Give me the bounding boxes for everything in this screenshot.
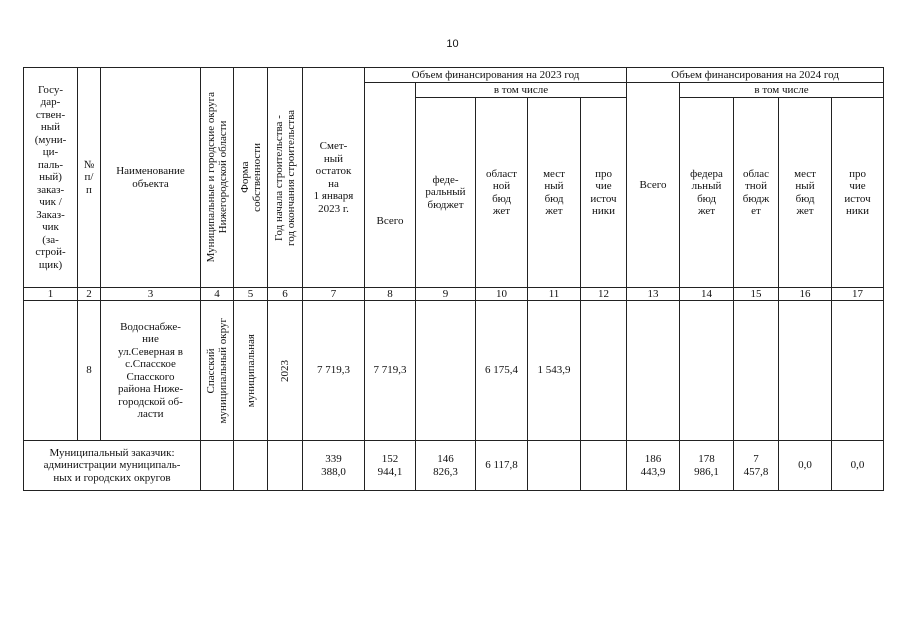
object-estimate-cell: 7 719,3 — [303, 301, 365, 441]
header-total-2024: Всего — [627, 83, 680, 288]
total-federal-2024-cell: 178 986,1 — [680, 441, 734, 491]
total-label-cell: Муниципальный заказчик: администрации муниципаль- ных и городских округов — [24, 441, 201, 491]
column-number: 7 — [303, 288, 365, 301]
header-row-1 — [24, 68, 884, 83]
header-municipality-text: Муниципальные и городские округа Нижегородской области — [205, 92, 229, 263]
column-number: 13 — [627, 288, 680, 301]
object-municipality-cell — [201, 301, 234, 441]
header-regional-2024: облас тной бюдж ет — [734, 98, 779, 288]
column-number: 12 — [581, 288, 627, 301]
total-total-2023-cell: 152 944,1 — [365, 441, 416, 491]
object-municipality-text: Спасский муниципальный округ — [205, 317, 229, 424]
header-group-2023: Объем финансирования на 2023 год — [365, 68, 627, 83]
column-number: 17 — [832, 288, 884, 301]
object-regional-2023-cell: 6 175,4 — [476, 301, 528, 441]
object-name-cell: Водоснабже- ние ул.Северная в с.Спасское Спасского района Ниже- городской об- ласти — [101, 301, 201, 441]
header-estimate: Смет- ный остаток на 1 января 2023 г. — [303, 68, 365, 288]
column-number: 16 — [779, 288, 832, 301]
header-group-2024: Объем финансирования на 2024 год — [627, 68, 884, 83]
header-total-2023-text: Всего — [376, 214, 404, 227]
total-other-2023-cell — [581, 441, 627, 491]
header-ownership-text: Форма собственности — [238, 143, 263, 212]
total-regional-2024-cell: 7 457,8 — [734, 441, 779, 491]
total-local-2024-cell: 0,0 — [779, 441, 832, 491]
object-total-2023-cell: 7 719,3 — [365, 301, 416, 441]
column-number: 10 — [476, 288, 528, 301]
object-federal-2024-cell — [680, 301, 734, 441]
object-customer-cell — [24, 301, 78, 441]
column-number: 9 — [416, 288, 476, 301]
total-other-2024-cell: 0,0 — [832, 441, 884, 491]
column-number: 15 — [734, 288, 779, 301]
object-federal-2023-cell — [416, 301, 476, 441]
header-number: № п/ п — [78, 68, 101, 288]
column-number-row — [24, 288, 884, 301]
total-empty-cell — [268, 441, 303, 491]
total-local-2023-cell — [528, 441, 581, 491]
header-municipality — [201, 68, 234, 288]
column-number: 4 — [201, 288, 234, 301]
column-number: 14 — [680, 288, 734, 301]
header-incl-2024: в том числе — [680, 83, 884, 98]
header-customer: Госу- дар- ствен- ный (муни- ци- паль- ный) заказ- чик / Заказ- чик (за- строй- щик) — [24, 68, 78, 288]
header-federal-2024: федера льный бюд жет — [680, 98, 734, 288]
object-ownership-cell — [234, 301, 268, 441]
header-federal-2023: феде- ральный бюджет — [416, 98, 476, 288]
header-local-2023: мест ный бюд жет — [528, 98, 581, 288]
total-total-2024-cell: 186 443,9 — [627, 441, 680, 491]
header-ownership — [234, 68, 268, 288]
object-ownership-text: муниципальная — [244, 333, 257, 408]
header-object-name: Наименование объекта — [101, 68, 201, 288]
object-row — [24, 301, 884, 441]
total-row — [24, 441, 884, 491]
total-estimate-cell: 339 388,0 — [303, 441, 365, 491]
object-years-cell — [268, 301, 303, 441]
total-empty-cell — [201, 441, 234, 491]
column-number: 2 — [78, 288, 101, 301]
financing-table — [23, 67, 884, 491]
header-other-2024: про чие источ ники — [832, 98, 884, 288]
header-incl-2023: в том числе — [416, 83, 627, 98]
column-number: 5 — [234, 288, 268, 301]
object-total-2024-cell — [627, 301, 680, 441]
object-regional-2024-cell — [734, 301, 779, 441]
column-number: 3 — [101, 288, 201, 301]
object-years-text: 2023 — [279, 359, 291, 382]
object-local-2024-cell — [779, 301, 832, 441]
header-total-2023 — [365, 83, 416, 288]
object-number-cell: 8 — [78, 301, 101, 441]
header-regional-2023: област ной бюд жет — [476, 98, 528, 288]
object-other-2023-cell — [581, 301, 627, 441]
column-number: 1 — [24, 288, 78, 301]
header-local-2024: мест ный бюд жет — [779, 98, 832, 288]
page-number: 10 — [446, 38, 459, 50]
column-number: 11 — [528, 288, 581, 301]
header-years — [268, 68, 303, 288]
total-federal-2023-cell: 146 826,3 — [416, 441, 476, 491]
object-other-2024-cell — [832, 301, 884, 441]
column-number: 6 — [268, 288, 303, 301]
total-empty-cell — [234, 441, 268, 491]
column-number: 8 — [365, 288, 416, 301]
object-local-2023-cell: 1 543,9 — [528, 301, 581, 441]
header-other-2023: про чие источ ники — [581, 98, 627, 288]
header-years-text: Год начала строительства - год окончания строительства — [273, 109, 297, 246]
total-regional-2023-cell: 6 117,8 — [476, 441, 528, 491]
